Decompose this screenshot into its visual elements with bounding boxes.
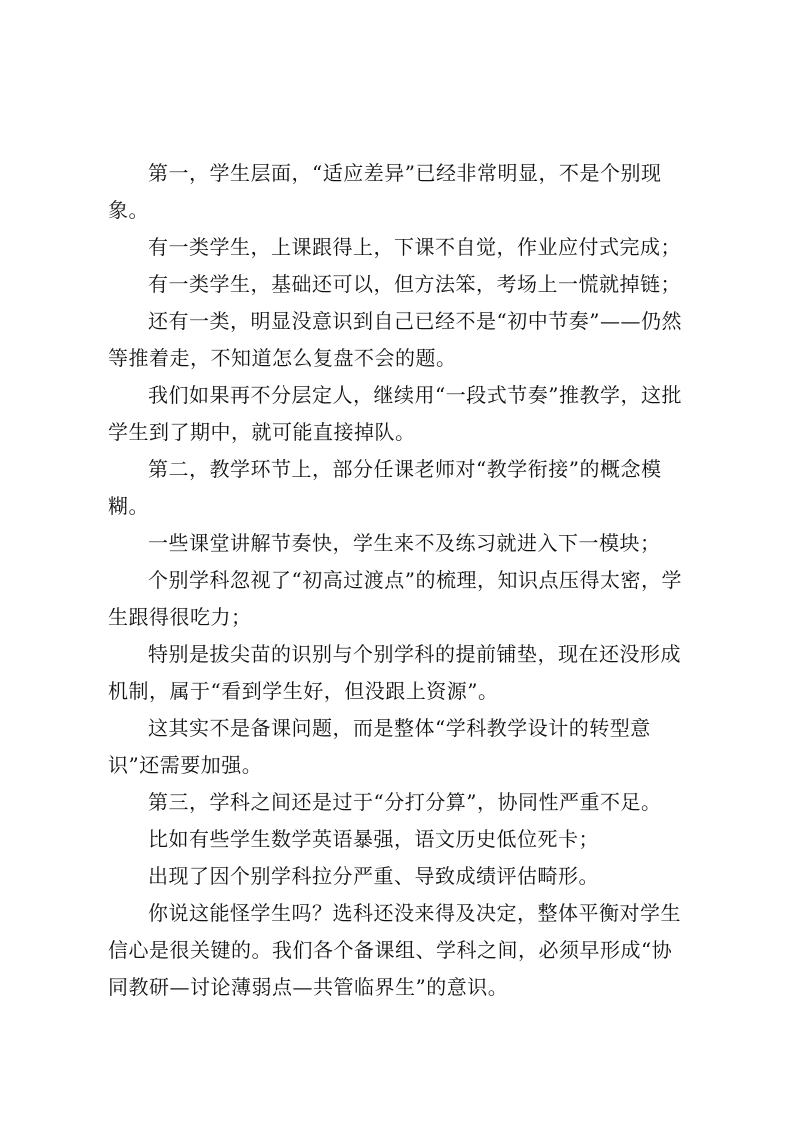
paragraph: 你说这能怪学生吗？选科还没来得及决定，整体平衡对学生信心是很关键的。我们各个备课组、学科之间，必须早形成“协同教研—讨论薄弱点—共管临界生”的意识。 xyxy=(108,901,681,999)
document-body xyxy=(108,155,688,1006)
paragraph: 特别是拔尖苗的识别与个别学科的提前铺垫，现在还没形成机制，属于“看到学生好，但没跟上资源”。 xyxy=(108,642,681,703)
paragraph: 有一类学生，上课跟得上，下课不自觉，作业应付式完成； xyxy=(148,235,681,259)
paragraph: 还有一类，明显没意识到自己已经不是“初中节奏”——仍然等推着走，不知道怎么复盘不会的题。 xyxy=(108,309,682,370)
paragraph: 这其实不是备课问题，而是整体“学科教学设计的转型意识”还需要加强。 xyxy=(108,716,651,777)
paragraph: 我们如果再不分层定人，继续用“一段式节奏”推教学，这批学生到了期中，就可能直接掉队。 xyxy=(108,383,682,444)
paragraph: 有一类学生，基础还可以，但方法笨，考场上一慌就掉链； xyxy=(148,272,681,296)
paragraph: 一些课堂讲解节奏快，学生来不及练习就进入下一模块； xyxy=(148,531,661,555)
paragraph: 第一，学生层面，“适应差异”已经非常明显，不是个别现象。 xyxy=(108,161,662,222)
paragraph: 个别学科忽视了“初高过渡点”的梳理，知识点压得太密，学生跟得很吃力； xyxy=(108,568,682,629)
paragraph: 比如有些学生数学英语暴强，语文历史低位死卡； xyxy=(148,827,599,851)
paragraph: 第二，教学环节上，部分任课老师对“教学衔接”的概念模糊。 xyxy=(108,457,662,518)
paragraph: 出现了因个别学科拉分严重、导致成绩评估畸形。 xyxy=(148,864,599,888)
paragraph: 第三，学科之间还是过于“分打分算”，协同性严重不足。 xyxy=(148,790,662,814)
